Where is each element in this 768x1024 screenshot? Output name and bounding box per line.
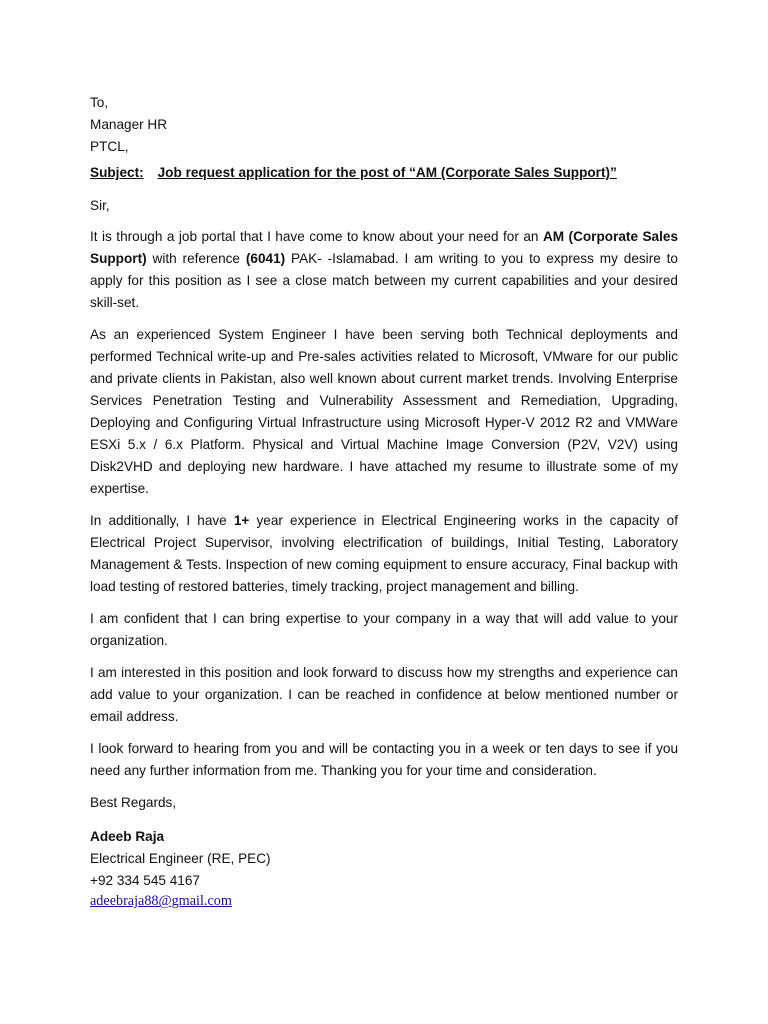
signature-name: Adeeb Raja xyxy=(90,829,165,845)
paragraph-1-text-e: PAK- -Islamabad. I am writing to you to express my desire to apply for this position as I see a close match between my current capabilities and your desired skill-set. xyxy=(90,251,678,311)
subject-label: Subject: xyxy=(90,165,144,181)
address-company: PTCL, xyxy=(90,138,129,154)
address-to: To, xyxy=(90,95,109,110)
paragraph-3 xyxy=(90,510,678,598)
signature-phone: +92 334 545 4167 xyxy=(90,872,200,888)
paragraph-3-text-c: year experience in Electrical Engineering works in the capacity of Electrical Project Supervisor, involving electrification of buildings, Initial Testing, Laboratory Management & Tests. Inspection of new coming equipment to ensure accuracy, Final backup with load testing of restored batteries, timely tracking, project management and billing. xyxy=(90,513,678,595)
paragraph-1 xyxy=(90,226,678,314)
address-block xyxy=(90,92,678,157)
signature-email-link[interactable]: adeebraja88@gmail.com xyxy=(90,893,232,910)
letter-page xyxy=(90,92,678,912)
paragraph-3-text-a: In additionally, I have xyxy=(90,513,234,529)
subject-line xyxy=(90,162,678,184)
salutation: Sir, xyxy=(90,198,110,214)
paragraph-5: I am interested in this position and look forward to discuss how my strengths and experience can add value to your organization. I can be reached in confidence at below mentioned number or email address. xyxy=(90,665,678,725)
closing: Best Regards, xyxy=(90,795,177,811)
paragraph-1-text-a: It is through a job portal that I have come to know about your need for an xyxy=(90,229,543,245)
paragraph-1-position: AM (Corporate Sales Support) xyxy=(90,229,679,267)
paragraph-6: I look forward to hearing from you and will be contacting you in a week or ten days to see if you need any further information from me. Thanking you for your time and consideration. xyxy=(90,741,678,779)
subject-text: Job request application for the post of “AM (Corporate Sales Support)” xyxy=(157,165,617,181)
paragraph-3-years: 1+ xyxy=(233,513,250,529)
paragraph-2: As an experienced System Engineer I have been serving both Technical deployments and performed Technical write-up and Pre-sales activities related to Microsoft, VMware for our public and private clients in Pakistan, also well known about current market trends. Involving Enterprise Services Penetration Testing and Vulnerability Assessment and Remediation, Upgrading, Deploying and Configuring Virtual Infrastructure using Microsoft Hyper-V 2012 R2 and VMWare ESXi 5.x / 6.x Platform. Physical and Virtual Machine Image Conversion (P2V, V2V) using Disk2VHD and deploying new hardware. I have attached my resume to illustrate some of my expertise. xyxy=(90,327,678,497)
paragraph-1-reference: (6041) xyxy=(245,251,286,267)
address-recipient: Manager HR xyxy=(90,116,168,132)
signature-block xyxy=(90,826,678,912)
paragraph-1-text-c: with reference xyxy=(146,251,246,267)
signature-title: Electrical Engineer (RE, PEC) xyxy=(90,851,271,867)
paragraph-4: I am confident that I can bring expertise to your company in a way that will add value to your organization. xyxy=(90,611,678,649)
